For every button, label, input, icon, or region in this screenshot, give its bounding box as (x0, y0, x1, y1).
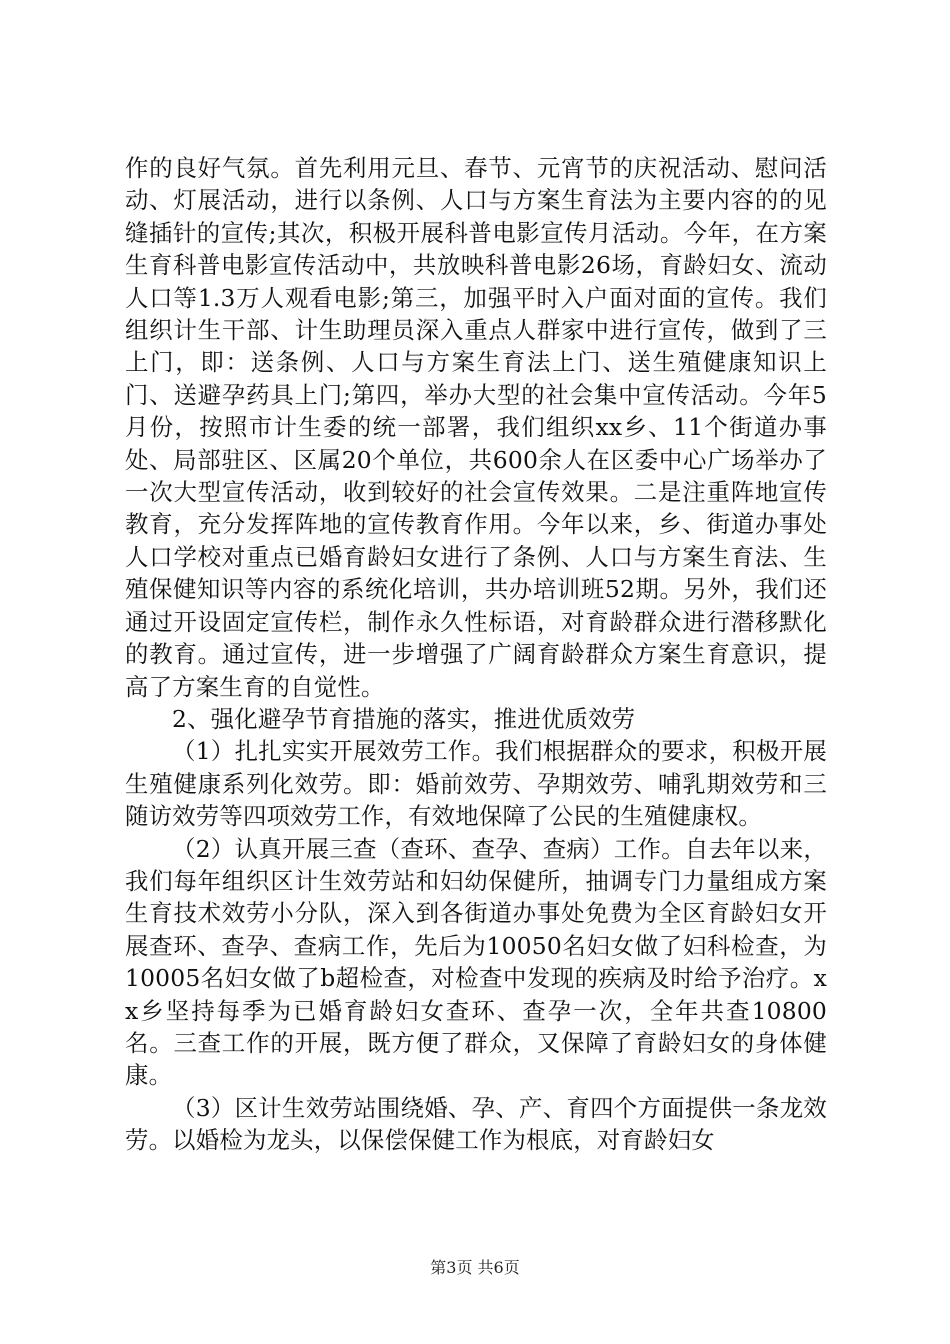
paragraph-one-stop-service: （3）区计生效劳站围绕婚、孕、产、育四个方面提供一条龙效劳。以婚检为龙头，以保偿保健工作为根底，对育龄妇女 (125, 1093, 827, 1155)
paragraph-three-checks: （2）认真开展三查（查环、查孕、查病）工作。自去年以来，我们每年组织区计生效劳站和妇幼保健所，抽调专门力量组成方案生育技术效劳小分队，深入到各街道办事处免费为全区育龄妇女开展查环、查孕、查病工作，先后为10050名妇女做了妇科检查，为10005名妇女做了b超检查，对检查中发现的疾病及时给予治疗。xx乡坚持每季为已婚育龄妇女查环、查孕一次，全年共查10800名。三查工作的开展，既方便了群众，又保障了育龄妇女的身体健康。 (125, 834, 827, 1090)
paragraph-publicity-work: 作的良好气氛。首先利用元旦、春节、元宵节的庆祝活动、慰问活动、灯展活动，进行以条例、人口与方案生育法为主要内容的的见缝插针的宣传;其次，积极开展科普电影宣传月活动。今年，在方案生育科普电影宣传活动中，共放映科普电影26场，育龄妇女、流动人口等1.3万人观看电影;第三，加强平时入户面对面的宣传。我们组织计生干部、计生助理员深入重点人群家中进行宣传，做到了三上门，即：送条例、人口与方案生育法上门、送生殖健康知识上门、送避孕药具上门;第四，举办大型的社会集中宣传活动。今年5月份，按照市计生委的统一部署，我们组织xx乡、11个街道办事处、局部驻区、区属20个单位，共600余人在区委中心广场举办了一次大型宣传活动，收到较好的社会宣传效果。二是注重阵地宣传教育，充分发挥阵地的宣传教育作用。今年以来，乡、街道办事处人口学校对重点已婚育龄妇女进行了条例、人口与方案生育法、生殖保健知识等内容的系统化培训，共办培训班52期。另外，我们还通过开设固定宣传栏，制作永久性标语，对育龄群众进行潜移默化的教育。通过宣传，进一步增强了广阔育龄群众方案生育意识，提高了方案生育的自觉性。 (125, 154, 827, 701)
paragraph-service-work: （1）扎扎实实开展效劳工作。我们根据群众的要求，积极开展生殖健康系列化效劳。即：婚前效劳、孕期效劳、哺乳期效劳和三随访效劳等四项效劳工作，有效地保障了公民的生殖健康权。 (125, 737, 827, 831)
document-body (125, 152, 827, 1157)
section-heading-contraception-service: 2、强化避孕节育措施的落实，推进优质效劳 (172, 704, 636, 733)
page-number-footer: 第3页 共6页 (430, 1258, 520, 1277)
